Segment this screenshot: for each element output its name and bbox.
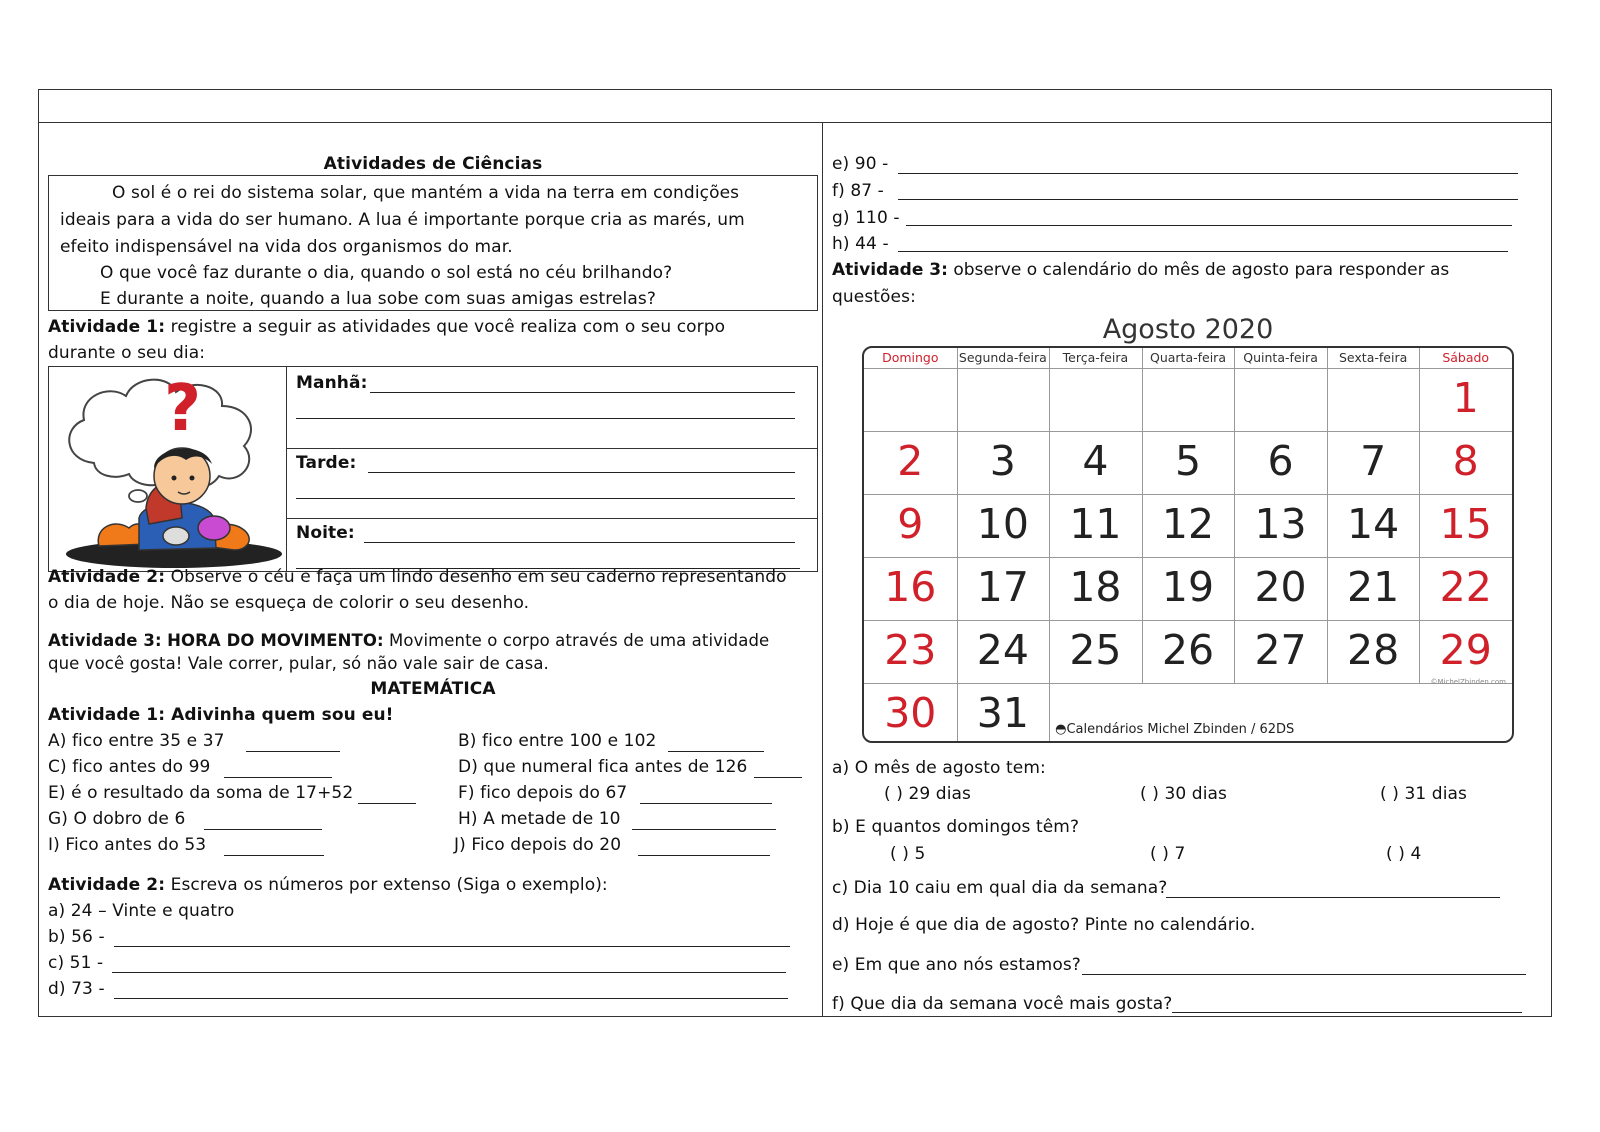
tarde-answer-line-2[interactable] xyxy=(296,498,795,499)
riddle-b-answer[interactable] xyxy=(668,751,764,752)
item-87-answer[interactable] xyxy=(898,199,1518,200)
question-b: b) E quantos domingos têm? xyxy=(832,817,1080,837)
calendar-day-9[interactable]: 9 xyxy=(897,500,924,548)
calendar-day-27[interactable]: 27 xyxy=(1254,626,1307,674)
calendar-day-7[interactable]: 7 xyxy=(1360,437,1387,485)
tarde-label: Tarde: xyxy=(296,453,357,473)
calendar-day-10[interactable]: 10 xyxy=(976,500,1029,548)
question-f: f) Que dia da semana você mais gosta? xyxy=(832,994,1173,1014)
riddle-b: B) fico entre 100 e 102 xyxy=(458,731,657,751)
riddle-f-answer[interactable] xyxy=(640,803,772,804)
column-divider xyxy=(822,122,823,1017)
item-51: c) 51 - xyxy=(48,953,104,973)
question-mark-icon: ? xyxy=(164,372,202,446)
atividade-3-line-1 xyxy=(48,630,769,652)
ciencias-question-day: O que você faz durante o dia, quando o sol está no céu brilhando? xyxy=(100,263,673,283)
calendar-day-4[interactable]: 4 xyxy=(1082,437,1109,485)
calendar-day-2[interactable]: 2 xyxy=(897,437,924,485)
calendar-day-29[interactable]: 29 xyxy=(1439,626,1492,674)
item-73: d) 73 - xyxy=(48,979,105,999)
riddle-a: A) fico entre 35 e 37 xyxy=(48,731,225,751)
noite-label: Noite: xyxy=(296,523,355,543)
calendar-row-line xyxy=(864,683,1512,684)
calendar-row-line xyxy=(864,431,1512,432)
item-44-answer[interactable] xyxy=(898,251,1508,252)
option-31-dias[interactable]: ( ) 31 dias xyxy=(1380,784,1467,804)
ciencias-text-line-2: ideais para a vida do ser humano. A lua é importante porque cria as marés, um xyxy=(60,210,745,230)
routine-row-divider-1 xyxy=(286,448,818,449)
weekday-header-quarta-feira: Quarta-feira xyxy=(1149,350,1226,365)
riddle-j: J) Fico depois do 20 xyxy=(454,835,622,855)
calendar-day-23[interactable]: 23 xyxy=(884,626,937,674)
math-atividade-3-text: observe o calendário do mês de agosto para responder as xyxy=(953,260,1450,280)
riddle-i-answer[interactable] xyxy=(224,855,324,856)
atividade-3-line-2: que você gosta! Vale correr, pular, só não vale sair de casa. xyxy=(48,654,549,673)
riddle-i: I) Fico antes do 53 xyxy=(48,835,207,855)
ciencias-title: Atividades de Ciências xyxy=(323,154,543,174)
atividade-3-text: Movimente o corpo através de uma atividade xyxy=(389,631,770,650)
calendar-day-26[interactable]: 26 xyxy=(1161,626,1215,674)
riddle-c-answer[interactable] xyxy=(224,777,332,778)
riddle-d-answer[interactable] xyxy=(754,777,802,778)
atividade-2-text: Observe o céu e faça um lindo desenho em seu caderno representando xyxy=(170,567,787,587)
atividade-3-bold: HORA DO MOVIMENTO: xyxy=(167,631,384,650)
math-atividade-2-text: Escreva os números por extenso (Siga o exemplo): xyxy=(170,875,608,895)
question-c: c) Dia 10 caiu em qual dia da semana? xyxy=(832,878,1168,898)
example-24: a) 24 – Vinte e quatro xyxy=(48,901,235,921)
weekday-header-segunda-feira: Segunda-feira xyxy=(958,350,1047,365)
riddle-a-answer[interactable] xyxy=(246,751,340,752)
atividade-1-label: Atividade 1: xyxy=(48,317,166,337)
item-73-answer[interactable] xyxy=(114,998,788,999)
calendar-day-1[interactable]: 1 xyxy=(1452,374,1479,422)
math-atividade-2-line xyxy=(48,874,608,896)
thinking-child-illustration xyxy=(54,368,282,568)
routine-table-divider xyxy=(286,366,287,572)
weekday-header-sábado: Sábado xyxy=(1442,350,1490,365)
calendar-day-8[interactable]: 8 xyxy=(1452,437,1479,485)
atividade-1-line-2: durante o seu dia: xyxy=(48,343,206,363)
calendar-day-30[interactable]: 30 xyxy=(884,689,937,737)
math-atividade-3-label: Atividade 3: xyxy=(832,260,948,280)
riddle-h: H) A metade de 10 xyxy=(458,809,621,829)
weekday-header-sexta-feira: Sexta-feira xyxy=(1339,350,1408,365)
calendar-row-line xyxy=(864,620,1512,621)
riddle-d: D) que numeral fica antes de 126 xyxy=(458,757,748,777)
item-87: f) 87 - xyxy=(832,181,884,201)
option-7[interactable]: ( ) 7 xyxy=(1150,844,1186,864)
item-90-answer[interactable] xyxy=(898,173,1518,174)
item-90: e) 90 - xyxy=(832,154,889,174)
header-divider xyxy=(38,122,1552,123)
riddle-e: E) é o resultado da soma de 17+52 xyxy=(48,783,354,803)
math-atividade-3-line-2: questões: xyxy=(832,287,916,307)
atividade-2-line-1 xyxy=(48,566,787,588)
ciencias-text-line-1: O sol é o rei do sistema solar, que mantém a vida na terra em condições xyxy=(112,183,740,203)
manha-answer-line[interactable] xyxy=(370,392,795,393)
option-5[interactable]: ( ) 5 xyxy=(890,844,926,864)
calendar-row-line xyxy=(864,557,1512,558)
calendar-credit: ◓Calendários Michel Zbinden / 62DS xyxy=(1055,722,1295,737)
calendar-day-25[interactable]: 25 xyxy=(1069,626,1122,674)
matematica-title: MATEMÁTICA xyxy=(370,679,496,699)
riddle-f: F) fico depois do 67 xyxy=(458,783,628,803)
question-d: d) Hoje é que dia de agosto? Pinte no calendário. xyxy=(832,915,1256,935)
manha-label: Manhã: xyxy=(296,373,368,393)
calendar-day-15[interactable]: 15 xyxy=(1439,500,1492,548)
calendar-small-credit: ©MichelZbinden.com xyxy=(1430,678,1506,686)
weekday-header-domingo: Domingo xyxy=(882,350,939,365)
option-29-dias[interactable]: ( ) 29 dias xyxy=(884,784,971,804)
tarde-answer-line[interactable] xyxy=(368,472,795,473)
routine-row-divider-2 xyxy=(286,518,818,519)
calendar-day-5[interactable]: 5 xyxy=(1174,437,1202,485)
calendar-day-13[interactable]: 13 xyxy=(1254,500,1307,548)
calendar-day-20[interactable]: 20 xyxy=(1254,563,1307,611)
atividade-1-line-1 xyxy=(48,316,725,338)
noite-answer-line[interactable] xyxy=(364,542,795,543)
riddle-h-answer[interactable] xyxy=(632,829,776,830)
item-44: h) 44 - xyxy=(832,234,889,254)
question-e: e) Em que ano nós estamos? xyxy=(832,955,1081,975)
calendar-day-31[interactable]: 31 xyxy=(976,689,1029,737)
ciencias-text-line-3: efeito indispensável na vida dos organismos do mar. xyxy=(60,237,513,257)
calendar-day-19[interactable]: 19 xyxy=(1161,563,1215,611)
calendar-header-line xyxy=(864,368,1512,369)
item-51-answer[interactable] xyxy=(112,972,786,973)
ciencias-question-night: E durante a noite, quando a lua sobe com suas amigas estrelas? xyxy=(100,289,656,309)
math-atividade-3-line-1 xyxy=(832,259,1544,281)
calendar-day-12[interactable]: 12 xyxy=(1161,500,1215,548)
option-4[interactable]: ( ) 4 xyxy=(1386,844,1422,864)
calendar-day-6[interactable]: 6 xyxy=(1267,437,1294,485)
option-30-dias[interactable]: ( ) 30 dias xyxy=(1140,784,1227,804)
calendar-day-3[interactable]: 3 xyxy=(989,437,1016,485)
calendar-day-22[interactable]: 22 xyxy=(1439,563,1492,611)
riddle-c: C) fico antes do 99 xyxy=(48,757,211,777)
calendar-row-line xyxy=(864,494,1512,495)
calendar-day-21[interactable]: 21 xyxy=(1347,563,1400,611)
atividade-2-label: Atividade 2: xyxy=(48,567,166,587)
riddle-g: G) O dobro de 6 xyxy=(48,809,186,829)
item-56: b) 56 - xyxy=(48,927,105,947)
calendar-day-24[interactable]: 24 xyxy=(976,626,1029,674)
calendar-day-11[interactable]: 11 xyxy=(1069,500,1122,548)
riddle-g-answer[interactable] xyxy=(204,829,322,830)
item-110-answer[interactable] xyxy=(906,225,1512,226)
question-c-answer[interactable] xyxy=(1166,897,1500,898)
august-calendar xyxy=(862,346,1514,743)
weekday-header-terça-feira: Terça-feira xyxy=(1062,350,1129,365)
calendar-day-18[interactable]: 18 xyxy=(1069,563,1122,611)
item-110: g) 110 - xyxy=(832,208,900,228)
question-f-answer[interactable] xyxy=(1172,1012,1522,1013)
atividade-3-label: Atividade 3: xyxy=(48,631,162,650)
calendar-day-16[interactable]: 16 xyxy=(884,563,937,611)
question-a: a) O mês de agosto tem: xyxy=(832,758,1046,778)
calendar-day-14[interactable]: 14 xyxy=(1347,500,1400,548)
calendar-day-28[interactable]: 28 xyxy=(1347,626,1400,674)
item-56-answer[interactable] xyxy=(114,946,790,947)
math-atividade-1-title: Atividade 1: Adivinha quem sou eu! xyxy=(48,705,394,725)
calendar-title: Agosto 2020 xyxy=(1102,314,1274,345)
weekday-header-quinta-feira: Quinta-feira xyxy=(1243,350,1318,365)
calendar-day-17[interactable]: 17 xyxy=(976,563,1029,611)
atividade-1-text: registre a seguir as atividades que você realiza com o seu corpo xyxy=(170,317,726,337)
riddle-j-answer[interactable] xyxy=(638,855,770,856)
math-atividade-2-label: Atividade 2: xyxy=(48,875,166,895)
atividade-2-line-2: o dia de hoje. Não se esqueça de colorir o seu desenho. xyxy=(48,593,530,613)
manha-answer-line-2[interactable] xyxy=(296,418,795,419)
riddle-e-answer[interactable] xyxy=(358,803,416,804)
question-e-answer[interactable] xyxy=(1082,974,1526,975)
